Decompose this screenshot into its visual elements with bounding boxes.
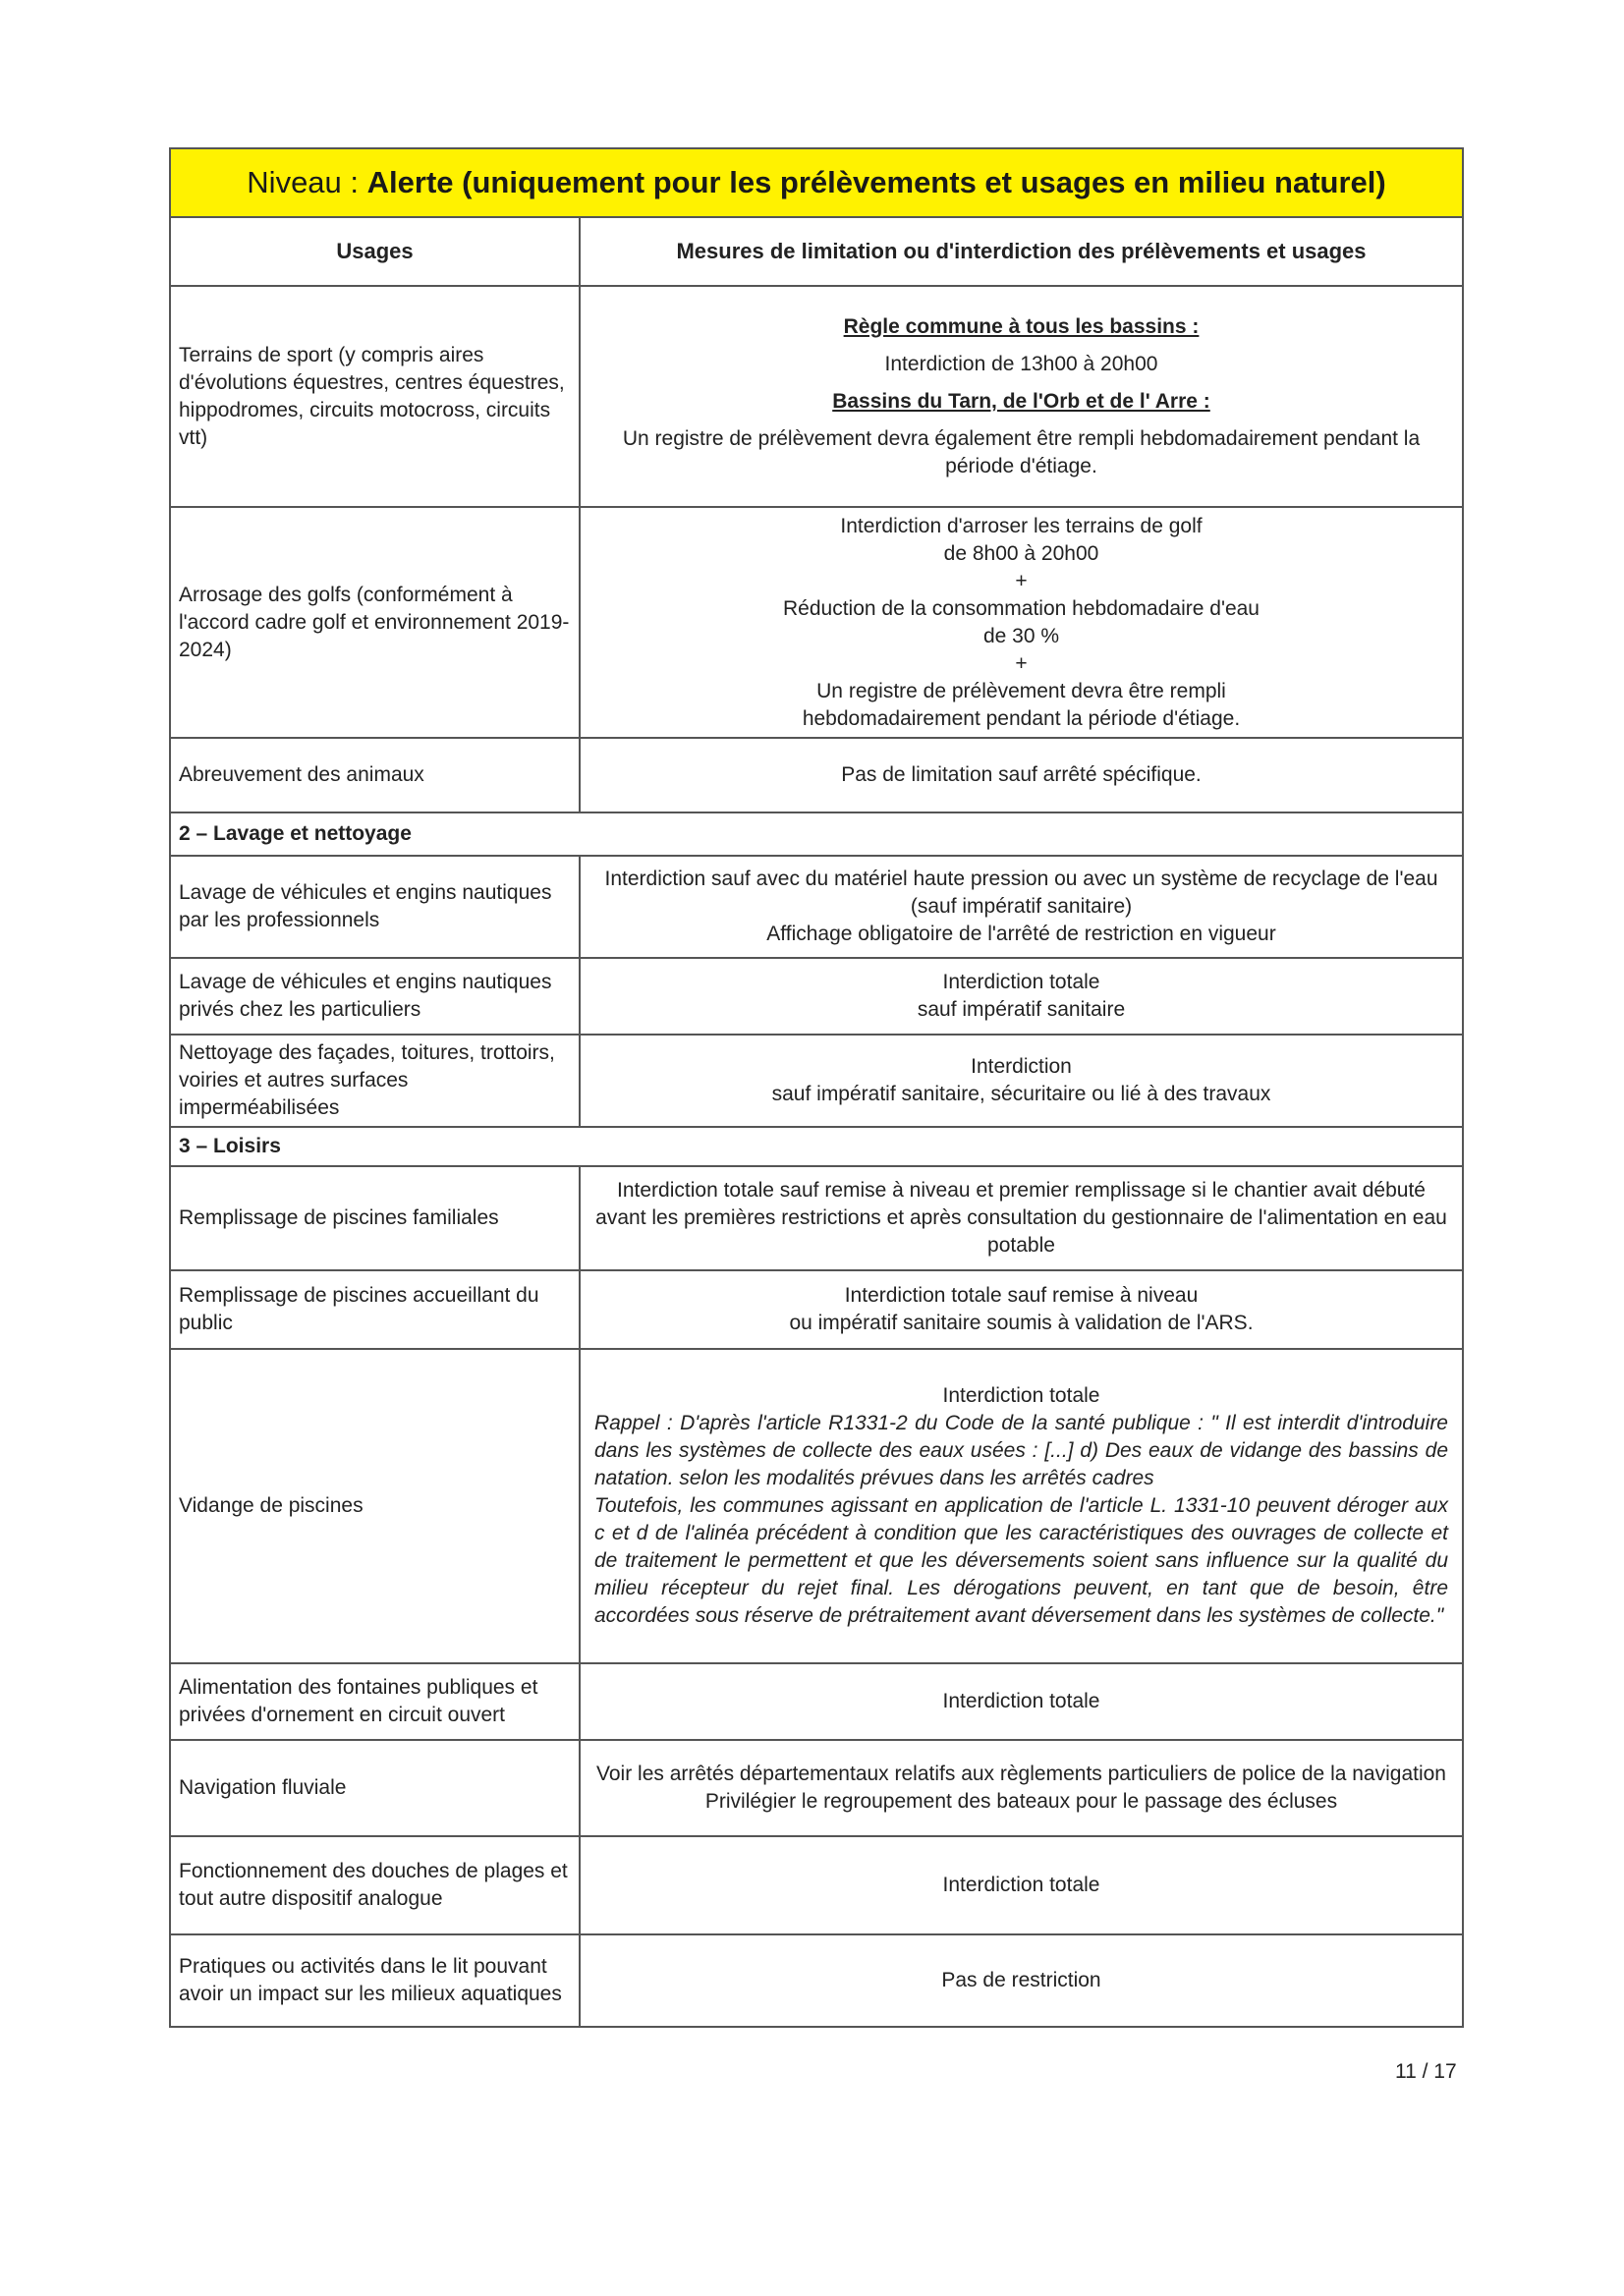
measure-text: Privilégier le regroupement des bateaux pour le passage des écluses <box>704 1790 1338 1813</box>
usages-header: Usages <box>171 218 581 285</box>
rule-title: Règle commune à tous les bassins : <box>843 314 1200 338</box>
measure-text: Interdiction de 13h00 à 20h00 <box>884 352 1158 375</box>
measure-text: Réduction de la consommation hebdomadaire d'eau <box>783 596 1260 620</box>
table-row <box>171 1167 1462 1271</box>
measure-cell <box>581 287 1462 506</box>
measure-cell: Interdiction totale sauf remise à niveau et premier remplissage si le chantier avait débuté avant les premières restrictions et après consultation du gestionnaire de l'alimentation en eau potable <box>595 1179 1447 1257</box>
measure-text: Interdiction totale <box>942 1384 1100 1407</box>
plus-sign: + <box>1015 569 1028 592</box>
level-prefix: Niveau : <box>247 165 360 199</box>
section-header: 3 – Loisirs <box>171 1128 1462 1167</box>
measure-cell: Interdiction totale <box>942 1690 1100 1712</box>
measure-text: Interdiction d'arroser les terrains de golf <box>840 514 1203 537</box>
table-row <box>171 1664 1462 1741</box>
measure-text: Un registre de prélèvement devra également être rempli hebdomadairement pendant la période d'étiage. <box>622 426 1421 477</box>
mesures-header: Mesures de limitation ou d'interdiction des prélèvements et usages <box>676 239 1367 263</box>
table-row <box>171 959 1462 1036</box>
table-row <box>171 739 1462 813</box>
usage-cell: Remplissage de piscines accueillant du public <box>171 1271 581 1348</box>
measure-text: ou impératif sanitaire soumis à validation de l'ARS. <box>789 1312 1254 1334</box>
measure-text: Interdiction totale sauf remise à niveau <box>844 1284 1199 1307</box>
measure-cell <box>581 1350 1462 1662</box>
measure-cell <box>581 1036 1462 1126</box>
level-title-bar <box>171 149 1462 218</box>
measure-text: Affichage obligatoire de l'arrêté de restriction en vigueur <box>766 923 1276 945</box>
table-row <box>171 1036 1462 1128</box>
measure-text: de 8h00 à 20h00 <box>943 541 1099 565</box>
measure-text: Interdiction totale <box>942 971 1100 993</box>
rule-title: Bassins du Tarn, de l'Orb et de l' Arre : <box>832 389 1210 413</box>
restrictions-table <box>169 147 1464 2028</box>
measure-text: Voir les arrêtés départementaux relatifs aux règlements particuliers de police de la navigation <box>596 1763 1446 1785</box>
measure-cell: Pas de limitation sauf arrêté spécifique. <box>841 763 1202 786</box>
usage-cell: Lavage de véhicules et engins nautiques privés chez les particuliers <box>171 959 581 1034</box>
measure-cell <box>581 857 1462 957</box>
measure-cell <box>581 959 1462 1034</box>
table-row <box>171 508 1462 739</box>
measure-cell: Interdiction totale <box>942 1874 1100 1896</box>
table-row <box>171 1837 1462 1935</box>
usage-cell: Lavage de véhicules et engins nautiques par les professionnels <box>171 857 581 957</box>
usage-cell: Pratiques ou activités dans le lit pouvant avoir un impact sur les milieux aquatiques <box>171 1935 581 2026</box>
measure-text: Interdiction <box>971 1055 1072 1078</box>
table-row <box>171 287 1462 508</box>
measure-cell <box>581 1741 1462 1835</box>
usage-cell: Vidange de piscines <box>171 1350 581 1662</box>
table-row <box>171 1271 1462 1350</box>
measure-cell <box>581 508 1462 737</box>
measure-text: sauf impératif sanitaire, sécuritaire ou lié à des travaux <box>771 1083 1271 1105</box>
measure-cell <box>581 1271 1462 1348</box>
usage-cell: Nettoyage des façades, toitures, trottoirs, voiries et autres surfaces imperméabilisées <box>171 1036 581 1126</box>
level-name: Alerte (uniquement pour les prélèvements et usages en milieu naturel) <box>366 165 1386 199</box>
page-number: 11 / 17 <box>1395 2060 1457 2083</box>
table-row <box>171 1350 1462 1664</box>
usage-cell: Alimentation des fontaines publiques et privées d'ornement en circuit ouvert <box>171 1664 581 1739</box>
usage-cell: Navigation fluviale <box>171 1741 581 1835</box>
table-header <box>171 218 1462 287</box>
usage-cell: Remplissage de piscines familiales <box>171 1167 581 1269</box>
legal-reminder: Toutefois, les communes agissant en application de l'article L. 1331-10 peuvent déroger aux c et d de l'alinéa précédent à condition que les caractéristiques des ouvrages de collecte et de traitement le permettent et que les déversements soient sans influence sur la qualité du milieu récepteur du rejet final. Les dérogations peuvent, en tant que de besoin, être accordées sous réserve de prétraitement avant déversement dans les systèmes de collecte." <box>594 1494 1448 1627</box>
usage-cell: Arrosage des golfs (conformément à l'accord cadre golf et environnement 2019-2024) <box>171 508 581 737</box>
measure-text: Un registre de prélèvement devra être rempli <box>816 679 1226 702</box>
usage-cell: Fonctionnement des douches de plages et tout autre dispositif analogue <box>171 1837 581 1933</box>
measure-text: hebdomadairement pendant la période d'étiage. <box>802 706 1241 730</box>
plus-sign: + <box>1015 651 1028 675</box>
table-row <box>171 1935 1462 2026</box>
measure-text: de 30 % <box>982 624 1060 647</box>
legal-reminder: Rappel : D'après l'article R1331-2 du Code de la santé publique : " Il est interdit d'introduire dans les systèmes de collecte des eaux usées : [...] d) Des eaux de vidange des bassins de natation. selon les modalités prévues dans les arrêtés cadres <box>594 1412 1448 1489</box>
measure-cell: Pas de restriction <box>941 1969 1101 1991</box>
table-row <box>171 1741 1462 1837</box>
section-header: 2 – Lavage et nettoyage <box>171 813 1462 857</box>
measure-text: sauf impératif sanitaire <box>917 998 1126 1021</box>
usage-cell: Terrains de sport (y compris aires d'évolutions équestres, centres équestres, hippodromes, circuits motocross, circuits vtt) <box>171 287 581 506</box>
measure-text: Interdiction sauf avec du matériel haute pression ou avec un système de recyclage de l'eau (sauf impératif sanitaire) <box>604 868 1438 918</box>
table-row <box>171 857 1462 959</box>
usage-cell: Abreuvement des animaux <box>171 739 581 812</box>
